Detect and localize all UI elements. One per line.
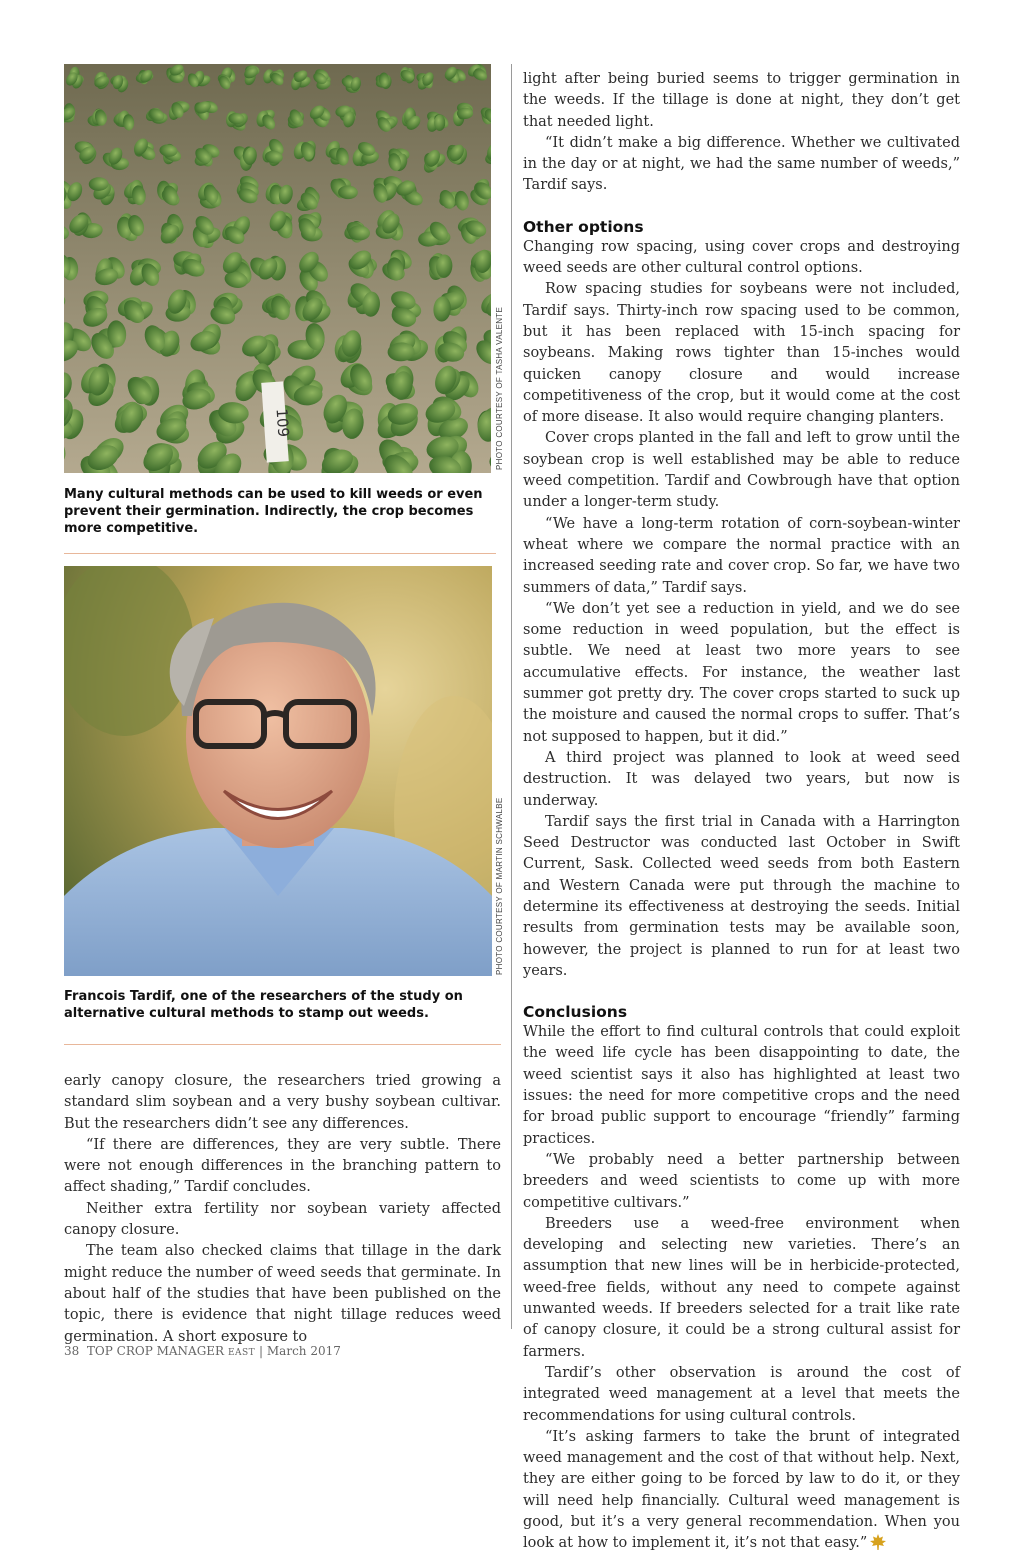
body-paragraph: While the effort to find cultural controls that could exploit the weed life cycle has been disappointing to date, the weed scientist says it also has highlighted at least two issues: the need for more competitive crops and the need for broad public support to encourage “friendly” farming practices.: [523, 1022, 960, 1150]
body-paragraph: A third project was planned to look at weed seed destruction. It was delayed two years, but now is underway.: [523, 748, 960, 812]
magazine-name: TOP CROP MANAGER: [87, 1344, 224, 1358]
photo-caption: Francois Tardif, one of the researchers of the study on alternative cultural methods to stamp out weeds.: [64, 988, 504, 1022]
caption-rule: [64, 553, 496, 554]
body-paragraph: Tardif says the first trial in Canada with a Harrington Seed Destructor was conducted last October in Swift Current, Sask. Collected weed seeds from both Eastern and Western Canada were put through the machine to determine its effectiveness at destroying the seeds. Initial results from germination tests may be available soon, however, the project is planned to run for at least two years.: [523, 812, 960, 982]
body-paragraph: Row spacing studies for soybeans were not included, Tardif says. Thirty-inch row spacing used to be common, but it has been replaced with 15-inch spacing for soybeans. Making rows tighter than 15-inches would quicken canopy closure and would increase competitiveness of the crop, but it would come at the cost of more disease. It also would require changing planters.: [523, 279, 960, 428]
body-paragraph: The team also checked claims that tillage in the dark might reduce the number of weed seeds that germinate. In about half of the studies that have been published on the topic, there is evidence that night tillage reduces weed germination. A short exposure to: [64, 1241, 501, 1347]
final-paragraph-text: “It’s asking farmers to take the brunt of integrated weed management and the cost of that without help. Next, they are either going to be forced by law to do it, or they will need help financially. Cultural weed management is good, but it’s a very general recommendation. When you look at how to implement it, it’s not that easy.”: [523, 1429, 960, 1551]
body-paragraph: “We have a long-term rotation of corn-soybean-winter wheat where we compare the normal practice with an increased seeding rate and cover crop. So far, we have two summers of data,” Tardif says.: [523, 514, 960, 599]
body-paragraph: Tardif’s other observation is around the cost of integrated weed management at a level that meets the recommendations for using cultural controls.: [523, 1363, 960, 1427]
photo-credit: PHOTO COURTESY OF TASHA VALENTE: [495, 307, 504, 470]
footer-separator: |: [259, 1344, 263, 1358]
section-heading: Conclusions: [523, 1002, 960, 1022]
left-text-column: [64, 1071, 501, 1348]
page-number: 38: [64, 1344, 79, 1358]
body-paragraph: Breeders use a weed-free environment when developing and selecting new varieties. There’s an assumption that new lines will be in herbicide-protected, weed-free fields, without any need to compete against unwanted weeds. If breeders selected for a trait like rate of canopy closure, it could be a strong cultural assist for farmers.: [523, 1214, 960, 1363]
body-paragraph: [523, 1427, 960, 1555]
issue-date: March 2017: [267, 1344, 341, 1358]
body-paragraph: Changing row spacing, using cover crops and destroying weed seeds are other cultural control options.: [523, 237, 960, 280]
body-paragraph: “It didn’t make a big difference. Whether we cultivated in the day or at night, we had the same number of weeds,” Tardif says.: [523, 133, 960, 197]
body-paragraph: early canopy closure, the researchers tried growing a standard slim soybean and a very bushy soybean cultivar. But the researchers didn’t see any differences.: [64, 1071, 501, 1135]
soybean-field-photo: [64, 64, 491, 473]
body-paragraph: “If there are differences, they are very subtle. There were not enough differences in the branching pattern to affect shading,” Tardif concludes.: [64, 1135, 501, 1199]
body-paragraph: light after being buried seems to trigger germination in the weeds. If the tillage is done at night, they don’t get that needed light.: [523, 69, 960, 133]
caption-rule: [64, 1044, 501, 1045]
page-footer: [64, 1344, 341, 1358]
body-paragraph: Neither extra fertility nor soybean variety affected canopy closure.: [64, 1199, 501, 1242]
body-paragraph: “We probably need a better partnership between breeders and weed scientists to come up with more competitive cultivars.”: [523, 1150, 960, 1214]
researcher-portrait-photo: [64, 566, 492, 976]
body-paragraph: “We don’t yet see a reduction in yield, and we do see some reduction in weed population, but the effect is subtle. We need at least two more years to see accumulative effects. For instance, the weather last summer got pretty dry. The cover crops started to suck up the moisture and caused the normal crops to suffer. That’s not supposed to happen, but it did.”: [523, 599, 960, 748]
body-paragraph: Cover crops planted in the fall and left to grow until the soybean crop is well established may be able to reduce weed competition. Tardif and Cowbrough have that option under a longer-term study.: [523, 428, 960, 513]
section-heading: Other options: [523, 217, 960, 237]
photo-caption: Many cultural methods can be used to kill weeds or even prevent their germination. Indirectly, the crop becomes more competitive.: [64, 486, 496, 537]
photo-credit: PHOTO COURTESY OF MARTIN SCHWALBE: [495, 798, 504, 975]
end-mark-leaf-icon: [870, 1534, 886, 1550]
magazine-edition: EAST: [228, 1348, 255, 1358]
column-divider: [511, 64, 512, 1329]
right-text-column: [523, 69, 960, 1555]
svg-text:109: 109: [273, 408, 293, 438]
